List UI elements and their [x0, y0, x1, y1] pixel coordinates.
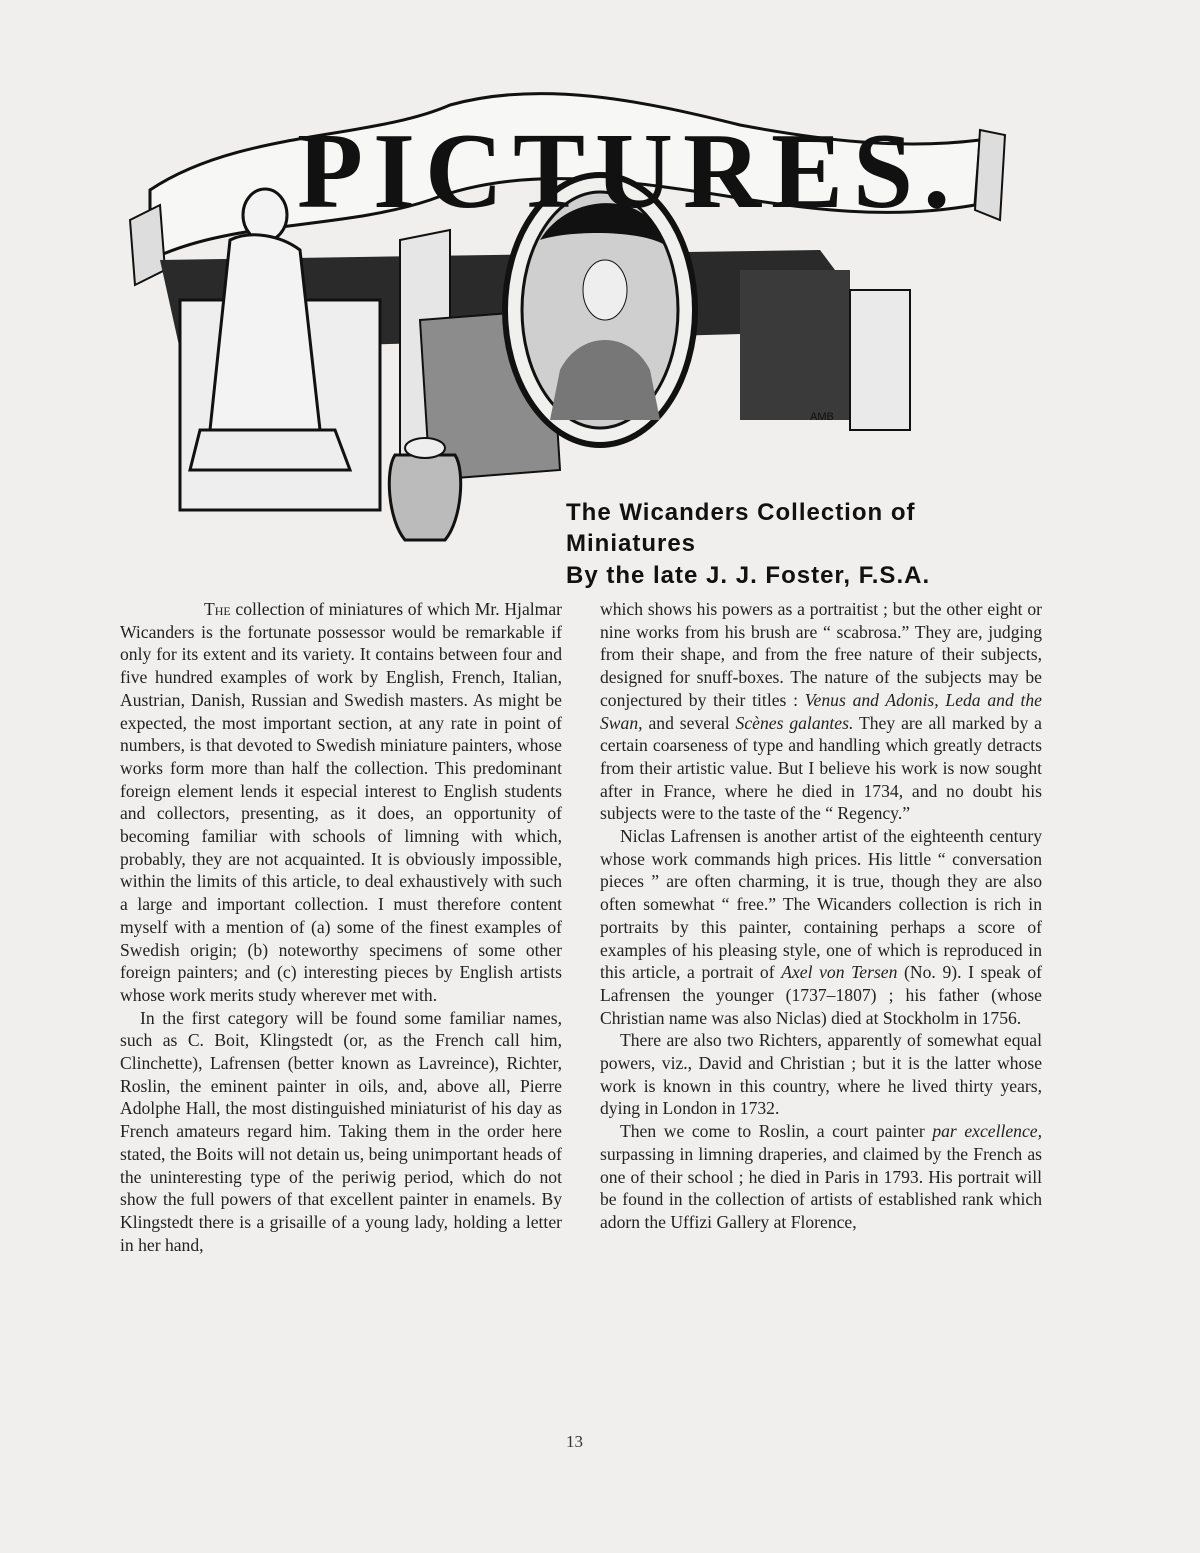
- text-run: and several: [642, 712, 736, 733]
- italic-phrase: par excellence,: [932, 1121, 1042, 1142]
- text-run: surpassing in limning draperies, and claimed by the French as one of their school ; he died in Paris in 1793. His portrait will be found in the collection of artists of established rank which adorn the Uffizi Gallery at Florence,: [600, 1143, 1042, 1232]
- article-title: The Wicanders Collection of Miniatures: [566, 499, 916, 557]
- paragraph: [600, 825, 1042, 1029]
- paragraph: [600, 1120, 1042, 1234]
- article-byline: By the late J. J. Foster, F.S.A.: [566, 562, 931, 589]
- paragraph: [600, 598, 1042, 825]
- paragraph-text: In the first category will be found some familiar names, such as C. Boit, Klingstedt (or, as the French call him, Clinchette), Lafrensen (better known as Lavreince), Richter, Roslin, the eminent painter in oils, and, above all, Pierre Adolphe Hall, the most distinguished miniaturist of his day as French amateurs regard him. Taking them in the order here stated, the Boits will not detain us, being unimportant heads of the uninteresting type of the periwig period, which do not show the full powers of that excellent painter in enamels. By Klingstedt there is a grisaille of a young lady, holding a letter in her hand,: [120, 1007, 562, 1255]
- paragraph: [120, 1007, 562, 1257]
- artist-monogram: AMB: [810, 411, 834, 423]
- section-headline: PICTURES.: [297, 112, 961, 231]
- right-column: [600, 598, 1042, 1234]
- paragraph-text: collection of miniatures of which Mr. Hjalmar Wicanders is the fortunate possessor would be remarkable if only for its extent and its variety. It contains between four and five hundred examples of work by English, French, Italian, Austrian, Danish, Russian and Swedish masters. As might be expected, the most important section, at any rate in point of numbers, is that devoted to Swedish miniature painters, whose works form more than half the collection. This predominant foreign element lends it especial interest to English students and collectors, presenting, as it does, an opportunity of becoming familiar with schools of limning with which, probably, they are not acquainted. It is obviously impossible, within the limits of this article, to deal exhaustively with such a large and important collection. I must therefore content myself with a mention of (a) some of the finest examples of Swedish origin; (b) noteworthy specimens of some other foreign painters; and (c) interesting pieces by English artists whose work merits study wherever met with.: [120, 599, 562, 1005]
- italic-title: Venus and Adonis, Leda and the Swan,: [600, 689, 1042, 733]
- paragraph: [120, 598, 562, 1007]
- text-run: (No. 9). I speak of Lafrensen the younger (1737–1807) ; his father (whose Christian name was also Niclas) died at Stockholm in 1756.: [600, 962, 1042, 1028]
- left-column: [120, 598, 562, 1256]
- text-run: which shows his powers as a portraitist ; but the other eight or nine works from his brush are “ scabrosa.” They are, judging from their shape, and from the free nature of their subjects, designed for snuff-boxes. The nature of the subjects may be conjectured by their titles :: [600, 599, 1042, 710]
- italic-title: Scènes galantes.: [735, 712, 854, 733]
- paragraph: [600, 1029, 1042, 1120]
- italic-title: Axel von Tersen: [781, 962, 898, 983]
- page-number: 13: [566, 1432, 583, 1451]
- dropcap-word: The: [204, 599, 231, 619]
- text-run: They are all marked by a certain coarseness of type and handling which greatly detracts from their artistic value. But I believe his work is now sought after in France, where he died in 1734, and no doubt his subjects were to the taste of the “ Regency.”: [600, 712, 1042, 824]
- text-run: There are also two Richters, apparently of somewhat equal powers, viz., David and Christian ; but it is the latter whose work is known in this country, where he lived thirty years, dying in London in 1732.: [600, 1030, 1042, 1119]
- text-run: Niclas Lafrensen is another artist of the eighteenth century whose work commands high prices. His little “ conversation pieces ” are often charming, it is true, though they are also often somewhat “ free.” The Wicanders collection is rich in portraits by this painter, containing perhaps a score of examples of his pleasing style, one of which is reproduced in this article, a portrait of: [600, 826, 1042, 983]
- text-run: Then we come to Roslin, a court painter: [620, 1121, 933, 1142]
